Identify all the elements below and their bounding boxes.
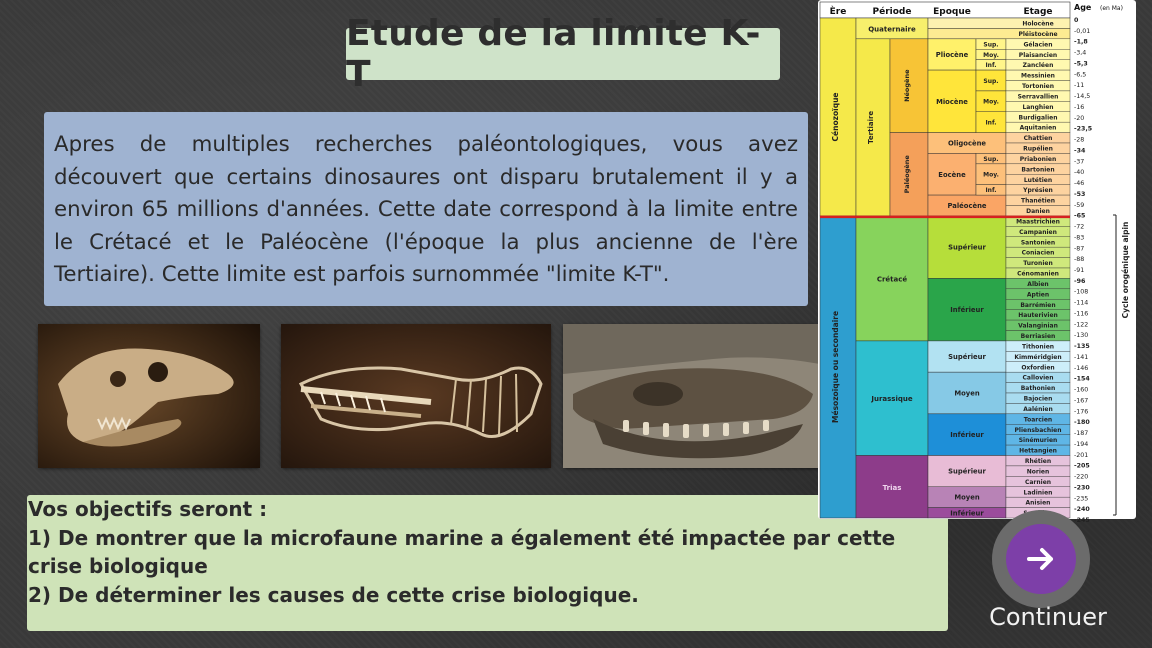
- stage-label: Danien: [1026, 208, 1050, 216]
- epoch-label: Miocène: [936, 97, 968, 106]
- age-label: -5,3: [1074, 60, 1088, 68]
- period-label: Quaternaire: [868, 25, 916, 34]
- age-label: -96: [1074, 277, 1086, 285]
- page-title: Etude de la limite K-T: [346, 28, 780, 80]
- arrow-right-icon: [1023, 541, 1059, 577]
- orogeny-label: Cycle orogénique alpin: [1121, 221, 1130, 319]
- age-label: -194: [1074, 440, 1089, 448]
- continue-button[interactable]: [992, 510, 1090, 608]
- stage-label: Burdigalien: [1018, 114, 1058, 122]
- age-label: 0: [1074, 17, 1079, 24]
- geologic-timescale-table: [818, 0, 1136, 524]
- stage-label: Hettangien: [1019, 447, 1057, 455]
- age-label: -160: [1074, 386, 1089, 394]
- stage-label: Maastrichien: [1016, 218, 1060, 226]
- age-label: -46: [1074, 180, 1085, 188]
- subepoch-label: Moy.: [983, 51, 999, 59]
- stage-label: Callovien: [1022, 374, 1054, 382]
- subepoch-label: Inf.: [985, 119, 997, 127]
- stage-label: Berriasien: [1020, 333, 1056, 341]
- epoch-label: Supérieur: [948, 243, 986, 252]
- subepoch-label: Inf.: [985, 62, 997, 70]
- stage-label: Hauterivien: [1018, 312, 1058, 320]
- age-label: -240: [1074, 506, 1090, 514]
- epoch-label: Inférieur: [950, 306, 984, 315]
- subepoch-label: Moy.: [983, 98, 999, 106]
- age-label: -20: [1074, 114, 1085, 122]
- stage-label: Gélacien: [1023, 41, 1053, 49]
- continue-button-circle[interactable]: [1006, 524, 1076, 594]
- subepoch-label: Moy.: [983, 171, 999, 179]
- subperiod-label: Néogène: [903, 69, 911, 102]
- stage-label: Ladinien: [1023, 489, 1053, 497]
- age-label: -34: [1074, 147, 1086, 155]
- intro-text: Apres de multiples recherches paléontologiques, vous avez découvert que certains dinosaures ont disparu brutalement il y a environ 65 millions d'années. Cette date correspond à la limite entre le Crétacé et le Paléocène (l'époque la plus ancienne de l'ère Tertiaire). Cette limite est parfois surnommée "limite K-T".: [44, 112, 808, 306]
- marine-reptile-skeleton-photo: [281, 324, 551, 468]
- period-label: Jurassique: [871, 395, 913, 404]
- stage-label: Barrémien: [1020, 301, 1056, 309]
- stage-label: Yprésien: [1023, 187, 1053, 195]
- age-label: -122: [1074, 321, 1089, 329]
- stage-label: Priabonien: [1019, 155, 1057, 163]
- stage-label: Cénomanien: [1017, 270, 1059, 278]
- age-label: -141: [1074, 353, 1089, 361]
- stage-label: Chattien: [1023, 135, 1053, 143]
- age-label: -83: [1074, 234, 1085, 242]
- stage-label: Thanétien: [1020, 197, 1056, 205]
- header-label: Epoque: [933, 7, 971, 17]
- epoch-label: Eocène: [938, 170, 966, 179]
- age-label: -130: [1074, 332, 1089, 340]
- stage-label: Langhien: [1022, 103, 1054, 111]
- age-label: -40: [1074, 169, 1085, 177]
- period-label: Crétacé: [876, 275, 908, 284]
- objectives-panel: [27, 495, 948, 631]
- header-age: Age: [1074, 3, 1092, 12]
- age-label: -23,5: [1074, 125, 1093, 133]
- epoch-label: Oligocène: [947, 139, 987, 148]
- age-label: -1,8: [1074, 38, 1088, 46]
- stage-label: Serravallien: [1017, 93, 1059, 101]
- epoch-label: Inférieur: [950, 509, 984, 518]
- age-label: -154: [1074, 375, 1090, 383]
- age-label: -59: [1074, 201, 1085, 209]
- age-label: -53: [1074, 190, 1086, 198]
- stage-label: Bartonien: [1021, 166, 1055, 174]
- subperiod-label: Paléogène: [903, 155, 911, 194]
- objective-item-1: 1) De montrer que la microfaune marine a également été impactée par cette crise biologique: [28, 525, 896, 578]
- t-rex-skull-photo: [38, 324, 260, 468]
- age-label: -220: [1074, 473, 1089, 481]
- age-label: -11: [1074, 82, 1085, 90]
- age-label: -245: [1074, 517, 1090, 524]
- epoch-label: Pléistocène: [1018, 31, 1058, 39]
- age-label: -14,5: [1074, 93, 1091, 101]
- stage-label: Tortonien: [1021, 83, 1055, 91]
- age-label: -16: [1074, 103, 1085, 111]
- age-label: -187: [1074, 430, 1089, 438]
- subepoch-label: Inf.: [985, 187, 997, 195]
- age-label: -146: [1074, 364, 1089, 372]
- stage-label: Oxfordien: [1021, 364, 1055, 372]
- objectives-heading: Vos objectifs seront :: [28, 497, 268, 521]
- age-label: -230: [1074, 484, 1090, 492]
- age-label: -108: [1074, 288, 1089, 296]
- age-label: -180: [1074, 419, 1090, 427]
- age-label: -0,01: [1074, 27, 1091, 35]
- epoch-label: Supérieur: [948, 467, 986, 476]
- age-label: -205: [1074, 462, 1090, 470]
- stage-label: Toarcien: [1023, 416, 1053, 424]
- age-label: -3,4: [1074, 49, 1087, 57]
- stage-label: Anisien: [1025, 499, 1051, 507]
- epoch-label: Moyen: [954, 493, 980, 502]
- stage-label: Campanien: [1019, 228, 1057, 236]
- age-label: -235: [1074, 495, 1089, 503]
- stage-label: Aquitanien: [1019, 124, 1057, 132]
- period-label: Trias: [882, 483, 902, 492]
- age-label: -72: [1074, 223, 1085, 231]
- stage-label: Aptien: [1026, 291, 1050, 299]
- stage-label: Plaisancien: [1018, 51, 1058, 59]
- age-label: -176: [1074, 408, 1089, 416]
- stage-label: Rhétien: [1024, 458, 1052, 466]
- age-label: -201: [1074, 451, 1089, 459]
- age-label: -88: [1074, 256, 1085, 264]
- subepoch-label: Sup.: [983, 155, 999, 163]
- stage-label: Lutétien: [1023, 176, 1053, 184]
- stage-label: Zancléen: [1022, 62, 1054, 70]
- stage-label: Albien: [1027, 280, 1049, 288]
- continue-label: Continuer: [989, 603, 1107, 631]
- stage-label: Aalénien: [1023, 405, 1053, 413]
- stage-label: Sinémurien: [1018, 437, 1058, 445]
- stage-label: Coniacien: [1021, 249, 1055, 257]
- fossil-jaw-photo: [563, 324, 820, 468]
- age-label: -6,5: [1074, 71, 1087, 79]
- stage-label: Tithonien: [1021, 343, 1055, 351]
- stage-label: Kimméridgien: [1014, 353, 1062, 361]
- era-label: Cénozoïque: [831, 92, 840, 142]
- header-label: Période: [872, 7, 912, 17]
- age-label: -28: [1074, 136, 1085, 144]
- age-label: -135: [1074, 343, 1090, 351]
- age-label: -37: [1074, 158, 1085, 166]
- subepoch-label: Sup.: [983, 41, 999, 49]
- epoch-label: Supérieur: [948, 353, 986, 362]
- stage-label: Bajocien: [1023, 395, 1053, 403]
- epoch-label: Holocène: [1022, 20, 1054, 28]
- age-label: -65: [1074, 212, 1086, 220]
- era-label: Mésozoïque ou secondaire: [831, 310, 840, 423]
- stage-label: Bathonien: [1020, 385, 1056, 393]
- age-label: -167: [1074, 397, 1089, 405]
- header-age-unit: (en Ma): [1100, 5, 1123, 12]
- objective-item-2: 2) De déterminer les causes de cette crise biologique.: [28, 582, 639, 607]
- header-label: Etage: [1023, 7, 1053, 17]
- stage-label: Norien: [1026, 468, 1050, 476]
- epoch-label: Inférieur: [950, 431, 984, 440]
- subepoch-label: Sup.: [983, 77, 999, 85]
- epoch-label: Pliocène: [935, 50, 969, 59]
- period-label: Tertiaire: [867, 110, 875, 144]
- age-label: -114: [1074, 299, 1089, 307]
- stage-label: Messinien: [1021, 72, 1055, 80]
- epoch-label: Moyen: [954, 389, 980, 398]
- stage-label: Santonien: [1020, 239, 1056, 247]
- header-label: Ère: [829, 7, 847, 17]
- age-label: -87: [1074, 245, 1085, 253]
- stage-label: Turonien: [1023, 260, 1053, 268]
- epoch-label: Paléocène: [947, 202, 987, 210]
- stage-label: Pliensbachien: [1014, 426, 1062, 434]
- age-label: -91: [1074, 267, 1085, 274]
- stage-label: Valanginian: [1018, 322, 1058, 330]
- stage-label: Rupélien: [1023, 145, 1053, 153]
- age-label: -116: [1074, 310, 1089, 318]
- stage-label: Carnien: [1024, 478, 1052, 486]
